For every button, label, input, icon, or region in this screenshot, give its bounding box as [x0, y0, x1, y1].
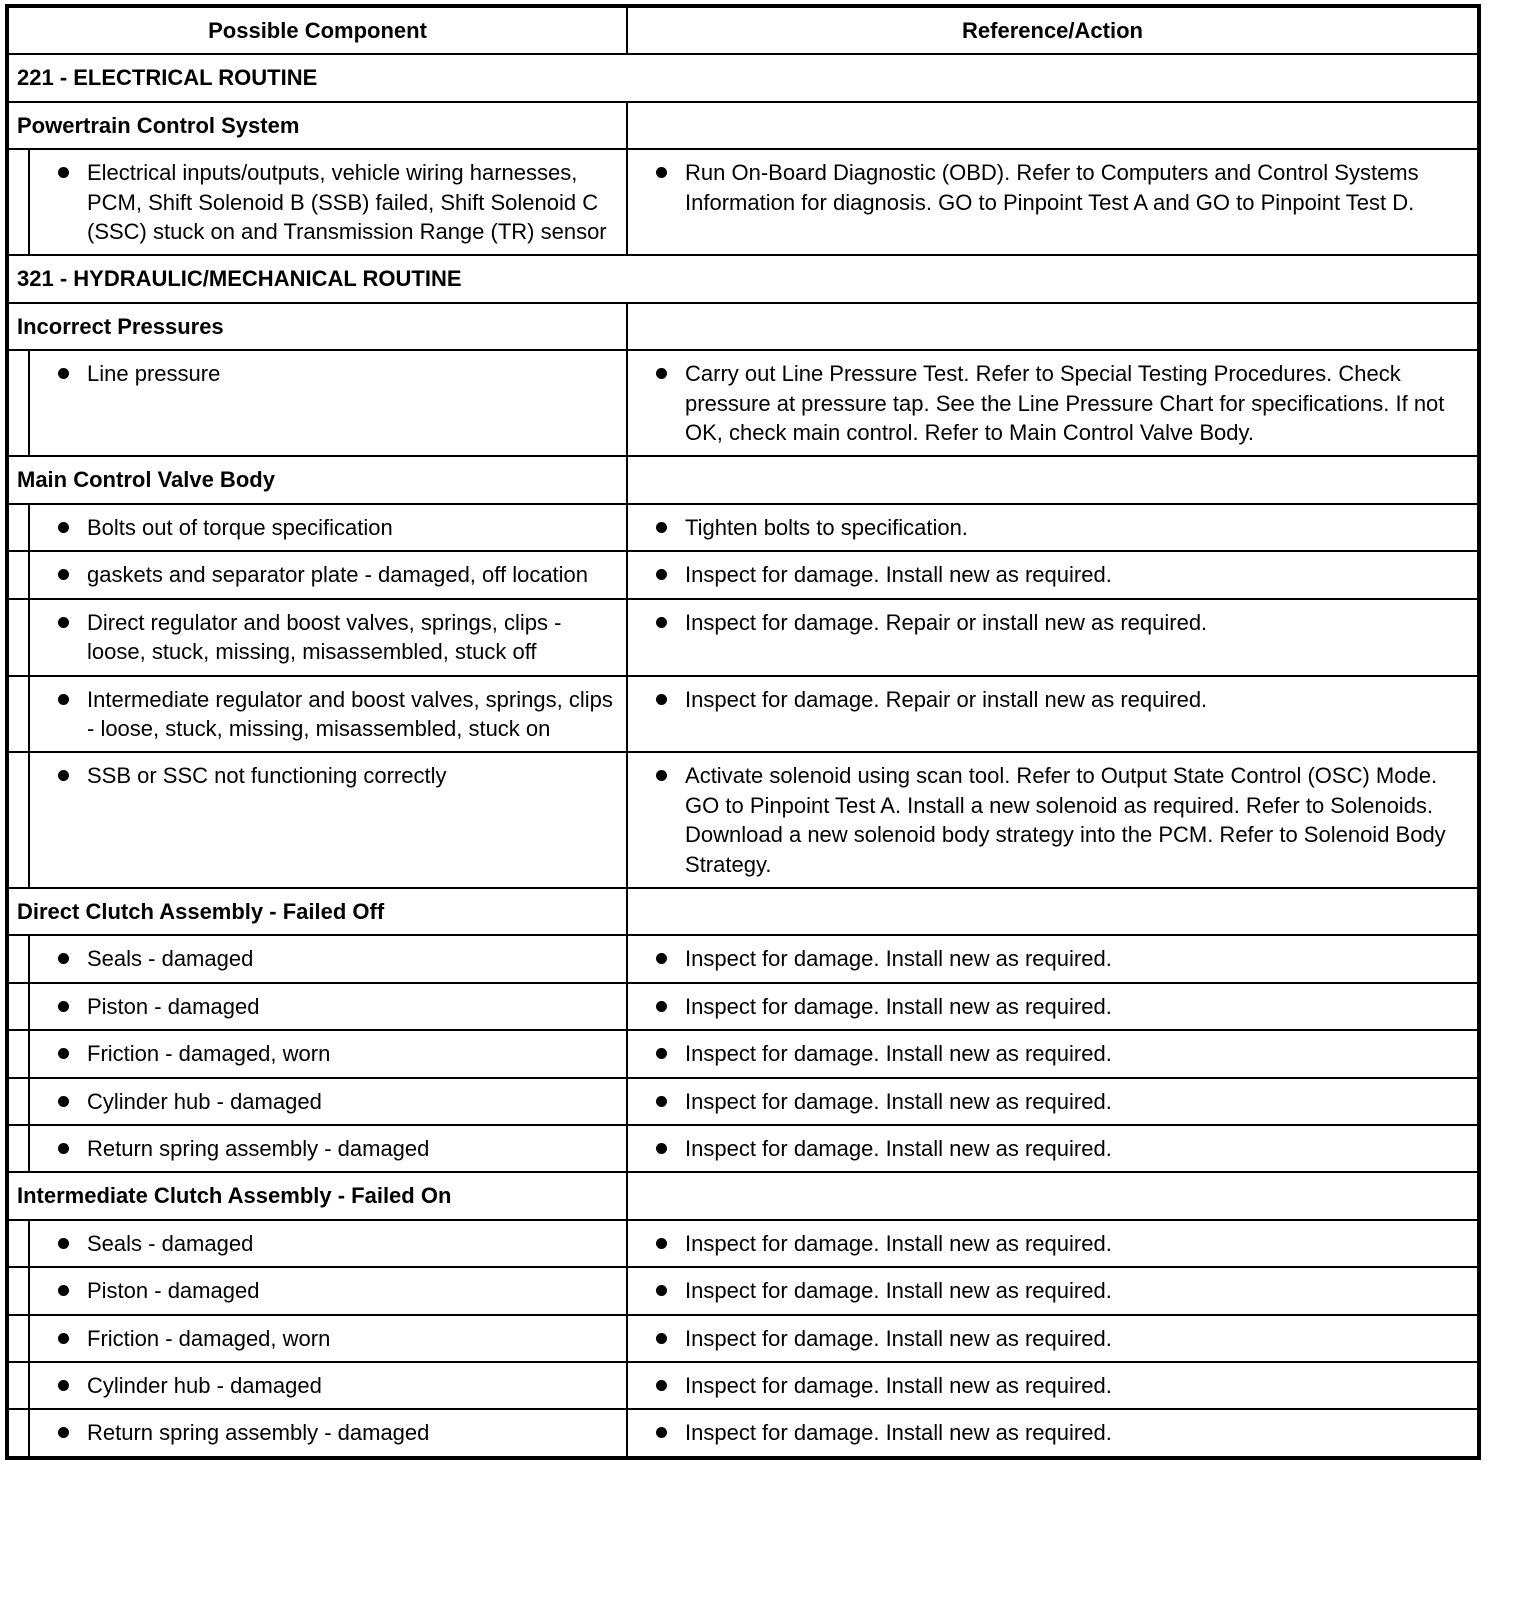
- indent-cell: [7, 1125, 29, 1172]
- group-row: [7, 102, 1479, 149]
- table-row: [7, 599, 1479, 676]
- empty-cell: [627, 303, 1479, 350]
- action-cell: Inspect for damage. Install new as required.: [627, 1030, 1479, 1077]
- component-cell: Seals - damaged: [29, 1220, 627, 1267]
- section-heading: 221 - ELECTRICAL ROUTINE: [7, 54, 1479, 101]
- table-row: [7, 1078, 1479, 1125]
- component-cell: Return spring assembly - damaged: [29, 1409, 627, 1457]
- action-cell: Inspect for damage. Repair or install new as required.: [627, 676, 1479, 753]
- indent-cell: [7, 1315, 29, 1362]
- action-cell: Inspect for damage. Install new as required.: [627, 1078, 1479, 1125]
- component-cell: Friction - damaged, worn: [29, 1315, 627, 1362]
- indent-cell: [7, 504, 29, 551]
- action-cell: Inspect for damage. Install new as required.: [627, 1220, 1479, 1267]
- table-row: [7, 1267, 1479, 1314]
- component-cell: Piston - damaged: [29, 983, 627, 1030]
- action-cell: Inspect for damage. Repair or install new as required.: [627, 599, 1479, 676]
- component-cell: Line pressure: [29, 350, 627, 456]
- group-heading: Direct Clutch Assembly - Failed Off: [7, 888, 627, 935]
- section-heading: 321 - HYDRAULIC/MECHANICAL ROUTINE: [7, 255, 1479, 302]
- group-row: [7, 888, 1479, 935]
- component-cell: Intermediate regulator and boost valves, springs, clips - loose, stuck, missing, misassembled, stuck on: [29, 676, 627, 753]
- table-row: [7, 1315, 1479, 1362]
- table-row: [7, 752, 1479, 888]
- indent-cell: [7, 752, 29, 888]
- indent-cell: [7, 1362, 29, 1409]
- table-row: [7, 149, 1479, 255]
- indent-cell: [7, 149, 29, 255]
- action-cell: Inspect for damage. Install new as required.: [627, 935, 1479, 982]
- table-row: [7, 1030, 1479, 1077]
- indent-cell: [7, 1267, 29, 1314]
- table-row: [7, 350, 1479, 456]
- table-row: [7, 551, 1479, 598]
- indent-cell: [7, 350, 29, 456]
- action-cell: Run On-Board Diagnostic (OBD). Refer to Computers and Control Systems Information for diagnosis. GO to Pinpoint Test A and GO to Pinpoint Test D.: [627, 149, 1479, 255]
- indent-cell: [7, 935, 29, 982]
- section-row: [7, 54, 1479, 101]
- empty-cell: [627, 1172, 1479, 1219]
- component-cell: Cylinder hub - damaged: [29, 1362, 627, 1409]
- action-cell: Inspect for damage. Install new as required.: [627, 983, 1479, 1030]
- action-cell: Inspect for damage. Install new as required.: [627, 1362, 1479, 1409]
- action-cell: Tighten bolts to specification.: [627, 504, 1479, 551]
- table-row: [7, 1125, 1479, 1172]
- table-row: [7, 983, 1479, 1030]
- group-heading: Powertrain Control System: [7, 102, 627, 149]
- header-reference-action: Reference/Action: [627, 6, 1479, 54]
- table-row: [7, 1409, 1479, 1457]
- table-row: [7, 935, 1479, 982]
- indent-cell: [7, 1078, 29, 1125]
- header-possible-component: Possible Component: [7, 6, 627, 54]
- indent-cell: [7, 599, 29, 676]
- table-header-row: [7, 6, 1479, 54]
- group-row: [7, 456, 1479, 503]
- action-cell: Inspect for damage. Install new as required.: [627, 1267, 1479, 1314]
- action-cell: Inspect for damage. Install new as required.: [627, 1409, 1479, 1457]
- group-row: [7, 1172, 1479, 1219]
- action-cell: Activate solenoid using scan tool. Refer to Output State Control (OSC) Mode. GO to Pinpoint Test A. Install a new solenoid as required. Refer to Solenoids. Download a new solenoid body strategy into the PCM. Refer to Solenoid Body Strategy.: [627, 752, 1479, 888]
- action-cell: Carry out Line Pressure Test. Refer to Special Testing Procedures. Check pressure at pressure tap. See the Line Pressure Chart for specifications. If not OK, check main control. Refer to Main Control Valve Body.: [627, 350, 1479, 456]
- component-cell: SSB or SSC not functioning correctly: [29, 752, 627, 888]
- action-cell: Inspect for damage. Install new as required.: [627, 1315, 1479, 1362]
- group-heading: Main Control Valve Body: [7, 456, 627, 503]
- section-row: [7, 255, 1479, 302]
- action-cell: Inspect for damage. Install new as required.: [627, 551, 1479, 598]
- indent-cell: [7, 676, 29, 753]
- component-cell: Direct regulator and boost valves, springs, clips - loose, stuck, missing, misassembled, stuck off: [29, 599, 627, 676]
- empty-cell: [627, 102, 1479, 149]
- component-cell: Electrical inputs/outputs, vehicle wiring harnesses, PCM, Shift Solenoid B (SSB) failed, Shift Solenoid C (SSC) stuck on and Transmission Range (TR) sensor: [29, 149, 627, 255]
- action-cell: Inspect for damage. Install new as required.: [627, 1125, 1479, 1172]
- group-row: [7, 303, 1479, 350]
- indent-cell: [7, 1030, 29, 1077]
- table-row: [7, 1362, 1479, 1409]
- component-cell: gaskets and separator plate - damaged, off location: [29, 551, 627, 598]
- component-cell: Piston - damaged: [29, 1267, 627, 1314]
- table-row: [7, 1220, 1479, 1267]
- table-row: [7, 504, 1479, 551]
- diagnostic-table: [5, 4, 1481, 1460]
- component-cell: Bolts out of torque specification: [29, 504, 627, 551]
- indent-cell: [7, 1409, 29, 1457]
- indent-cell: [7, 983, 29, 1030]
- group-heading: Intermediate Clutch Assembly - Failed On: [7, 1172, 627, 1219]
- table-row: [7, 676, 1479, 753]
- group-heading: Incorrect Pressures: [7, 303, 627, 350]
- component-cell: Return spring assembly - damaged: [29, 1125, 627, 1172]
- empty-cell: [627, 456, 1479, 503]
- empty-cell: [627, 888, 1479, 935]
- component-cell: Cylinder hub - damaged: [29, 1078, 627, 1125]
- table-body: [7, 54, 1479, 1457]
- component-cell: Friction - damaged, worn: [29, 1030, 627, 1077]
- component-cell: Seals - damaged: [29, 935, 627, 982]
- indent-cell: [7, 1220, 29, 1267]
- indent-cell: [7, 551, 29, 598]
